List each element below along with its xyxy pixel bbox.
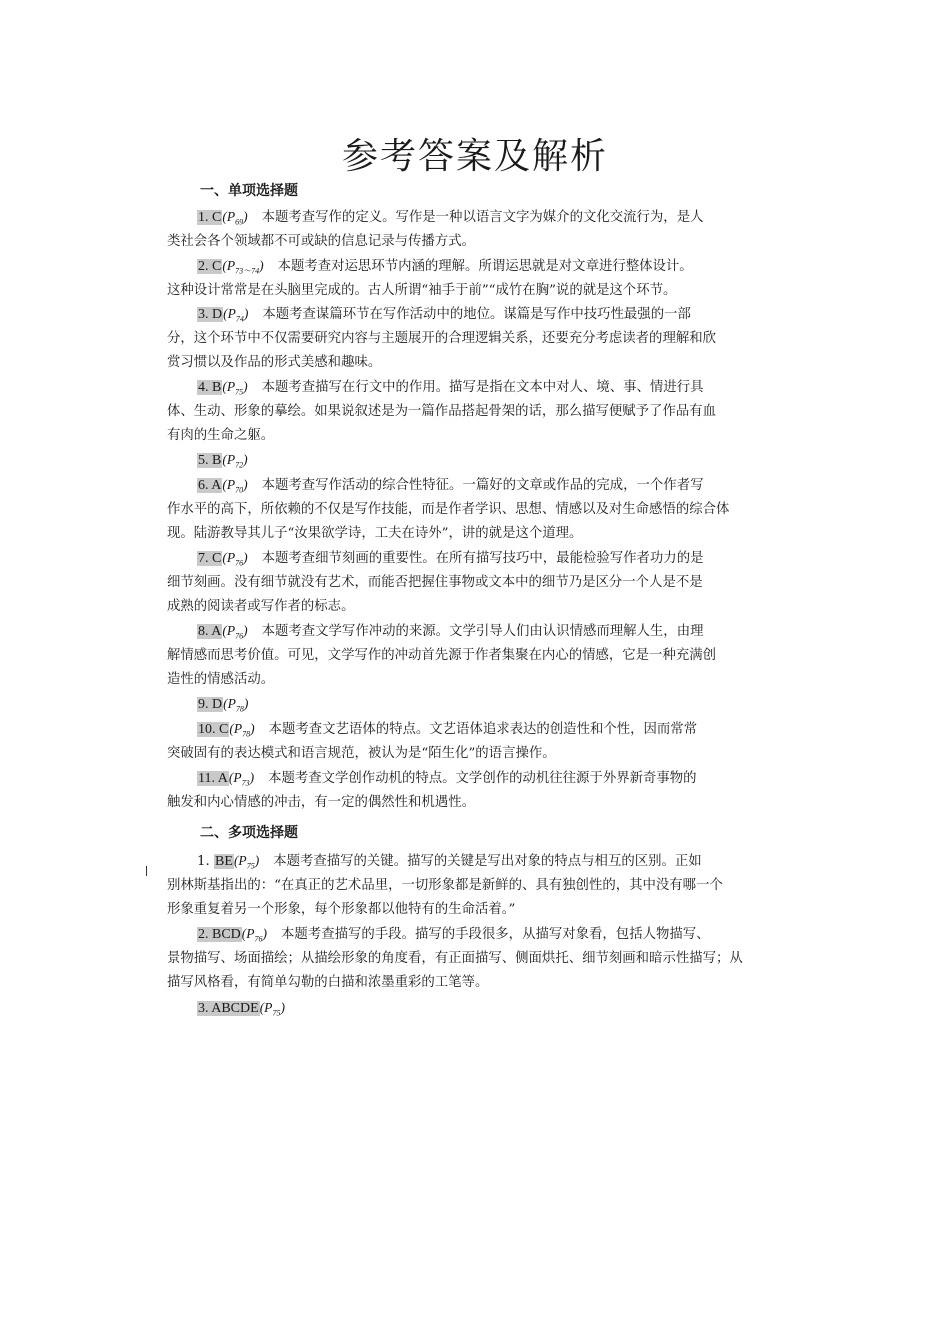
answer-key: 2. BCD	[198, 927, 241, 942]
page-ref-number: 76	[235, 631, 244, 641]
explanation-text: 解情感而思考价值。可见，文学写作的冲动首先源于作者集聚在内心的情感，它是一种充满创	[167, 647, 717, 663]
page-ref-number: 72	[235, 460, 244, 470]
answer-key: 9. D	[198, 697, 223, 712]
page-ref-number: 73～74	[235, 266, 260, 276]
explanation-text: 形象重复着另一个形象，每个形象都以他特有的生命活着。”	[167, 902, 516, 917]
answer-item	[167, 546, 792, 620]
explanation-text: 本题考查细节刻画的重要性。在所有描写技巧中，最能检验写作者功力的是	[261, 551, 704, 566]
page-ref: $(P_{78})$	[223, 696, 249, 714]
explanation-text: 有肉的生命之躯。	[167, 428, 275, 443]
answer-line	[167, 766, 792, 791]
answer-item	[167, 766, 792, 815]
explanation-text: 本题考查描写的手段。描写的手段很多，从描写对象看，包括人物描写、	[281, 927, 710, 942]
page-ref-number: 73	[241, 778, 250, 788]
explanation-text: 本题考查对运思环节内涵的理解。所谓运思就是对文章进行整体设计。	[277, 259, 693, 274]
page-ref: $(P_{75})$	[259, 1000, 285, 1018]
page-ref-number: 70	[235, 485, 244, 495]
explanation-text: 本题考查描写在行文中的作用。描写是指在文本中对人、境、事、情进行具	[261, 380, 704, 395]
explanation-text: 体、生动、形象的摹绘。如果说叙述是为一篇作品搭起骨架的话，那么描写便赋予了作品有血	[167, 403, 717, 419]
page-ref: $(P_{72})$	[222, 452, 248, 470]
explanation-text: 这种设计常常是在头脑里完成的。古人所谓“袖手于前”“成竹在胸”说的就是这个环节。	[167, 282, 677, 298]
explanation-text: 类社会各个领域都不可或缺的信息记录与传播方式。	[167, 233, 475, 249]
explanation-text: 景物描写、场面描绘；从描绘形象的角度看，有正面描写、侧面烘托、细节刻画和暗示性描写；从	[167, 950, 743, 966]
answer-key: 8. A	[198, 624, 222, 639]
answer-item	[167, 996, 792, 1021]
explanation-text: 别林斯基指出的：“在真正的艺术品里，一切形象都是新鲜的、具有独创性的，其中没有哪一个	[167, 877, 723, 893]
answer-item	[167, 473, 792, 547]
explanation-text: 现。陆游教导其儿子“汝果欲学诗，工夫在诗外”，讲的就是这个道理。	[167, 526, 583, 541]
explanation-text: 本题考查描写的关键。描写的关键是写出对象的特点与相互的区别。正如	[273, 854, 702, 869]
page-title: 参考答案及解析	[341, 136, 608, 177]
answer-line	[167, 448, 792, 473]
explanation-text: 造性的情感活动。	[167, 672, 275, 687]
answer-key: 6. A	[198, 478, 222, 493]
answer-line	[167, 717, 792, 742]
answer-key: 10. C	[198, 722, 229, 737]
answer-key: 7. C	[198, 551, 222, 566]
answer-key: 11. A	[198, 771, 228, 786]
answer-key: BE	[215, 854, 233, 869]
answer-item	[167, 448, 792, 473]
page-ref-number: 76	[254, 934, 263, 944]
answer-item	[167, 254, 792, 303]
margin-mark	[146, 866, 147, 876]
page-ref: $(P_{76})$	[222, 623, 248, 641]
answer-item	[167, 922, 792, 996]
page-ref: $(P_{76})$	[241, 926, 268, 944]
page-ref: $(P_{78})$	[229, 721, 255, 739]
page-ref-number: 75	[246, 861, 255, 871]
answer-key: 3. D	[198, 307, 223, 322]
explanation-text: 赏习惯以及作品的形式美感和趣味。	[167, 355, 382, 370]
explanation-text: 描写风格看，有简单勾勒的白描和浓墨重彩的工笔等。	[167, 975, 489, 990]
answer-item	[167, 205, 792, 254]
page-ref: $(P_{69})$	[222, 209, 248, 227]
answer-key: 1. C	[198, 210, 222, 225]
answer-line	[167, 473, 792, 498]
explanation-text: 本题考查文学写作冲动的来源。文学引导人们由认识情感而理解人生，由理	[261, 624, 704, 639]
page-ref-number: 74	[235, 314, 244, 324]
page-ref: $(P_{70})$	[222, 477, 248, 495]
explanation-text: 成熟的阅读者或写作者的标志。	[167, 599, 355, 614]
answer-item	[167, 302, 792, 376]
explanation-text: 本题考查写作活动的综合性特征。一篇好的文章或作品的完成，一个作者写	[261, 478, 704, 493]
answer-key: 2. C	[198, 259, 222, 274]
explanation-text: 本题考查谋篇环节在写作活动中的地位。谋篇是写作中技巧性最强的一部	[262, 307, 691, 322]
explanation-text: 本题考查文艺语体的特点。文艺语体追求表达的创造性和个性，因而常常	[268, 722, 698, 737]
page-ref: $(P_{76})$	[222, 550, 248, 568]
answer-line	[167, 302, 792, 327]
answer-line	[167, 619, 792, 644]
answer-line	[167, 205, 792, 230]
explanation-text: 本题考查文学创作动机的特点。文学创作的动机往往源于外界新奇事物的	[268, 771, 697, 786]
answer-item	[167, 692, 792, 717]
explanation-text: 分，这个环节中不仅需要研究内容与主题展开的合理逻辑关系，还要充分考虑读者的理解和欣	[167, 330, 717, 346]
section-heading-single-choice: 一、单项选择题	[200, 183, 298, 199]
page-ref: $(P_{73})$	[228, 770, 255, 788]
answer-key: 4. B	[198, 380, 222, 395]
explanation-text: 本题考查写作的定义。写作是一种以语言文字为媒介的文化交流行为，是人	[261, 210, 704, 225]
page-ref: $(P_{73\sim 74})$	[222, 258, 264, 276]
answer-item	[167, 717, 792, 766]
page-ref-number: 78	[235, 704, 244, 714]
explanation-text: 突破固有的表达模式和语言规范，被认为是“陌生化”的语言操作。	[167, 745, 556, 761]
answer-line	[167, 692, 792, 717]
answer-line	[167, 922, 792, 947]
explanation-text: 细节刻画。没有细节就没有艺术，而能否把握住事物或文本中的细节乃是区分一个人是不是	[167, 574, 703, 590]
page-ref: $(P_{75})$	[233, 853, 260, 871]
page-ref: $(P_{74})$	[223, 306, 249, 324]
page-ref-number: 78	[242, 729, 251, 739]
answer-line	[167, 849, 792, 874]
explanation-text: 作水平的高下，所依赖的不仅是写作技能，而是作者学识、思想、情感以及对生命感悟的综合体	[167, 501, 730, 517]
answer-line	[167, 254, 792, 279]
page-ref-number: 75	[272, 1008, 281, 1018]
page-ref-number: 76	[235, 558, 244, 568]
page-ref-number: 75	[235, 387, 244, 397]
page-ref: $(P_{75})$	[222, 379, 248, 397]
answer-line	[167, 546, 792, 571]
answer-item	[167, 375, 792, 449]
section-heading-multiple-choice: 二、多项选择题	[200, 825, 298, 841]
answer-key: 3. ABCDE	[198, 1001, 259, 1016]
answer-line	[167, 375, 792, 400]
page-ref-number: 69	[235, 217, 244, 227]
question-number: 1.	[197, 854, 215, 869]
answer-item	[167, 619, 792, 693]
answer-item	[167, 849, 792, 923]
answer-key: 5. B	[198, 453, 222, 468]
answer-line	[167, 996, 792, 1021]
explanation-text: 触发和内心情感的冲击，有一定的偶然性和机遇性。	[167, 794, 475, 810]
